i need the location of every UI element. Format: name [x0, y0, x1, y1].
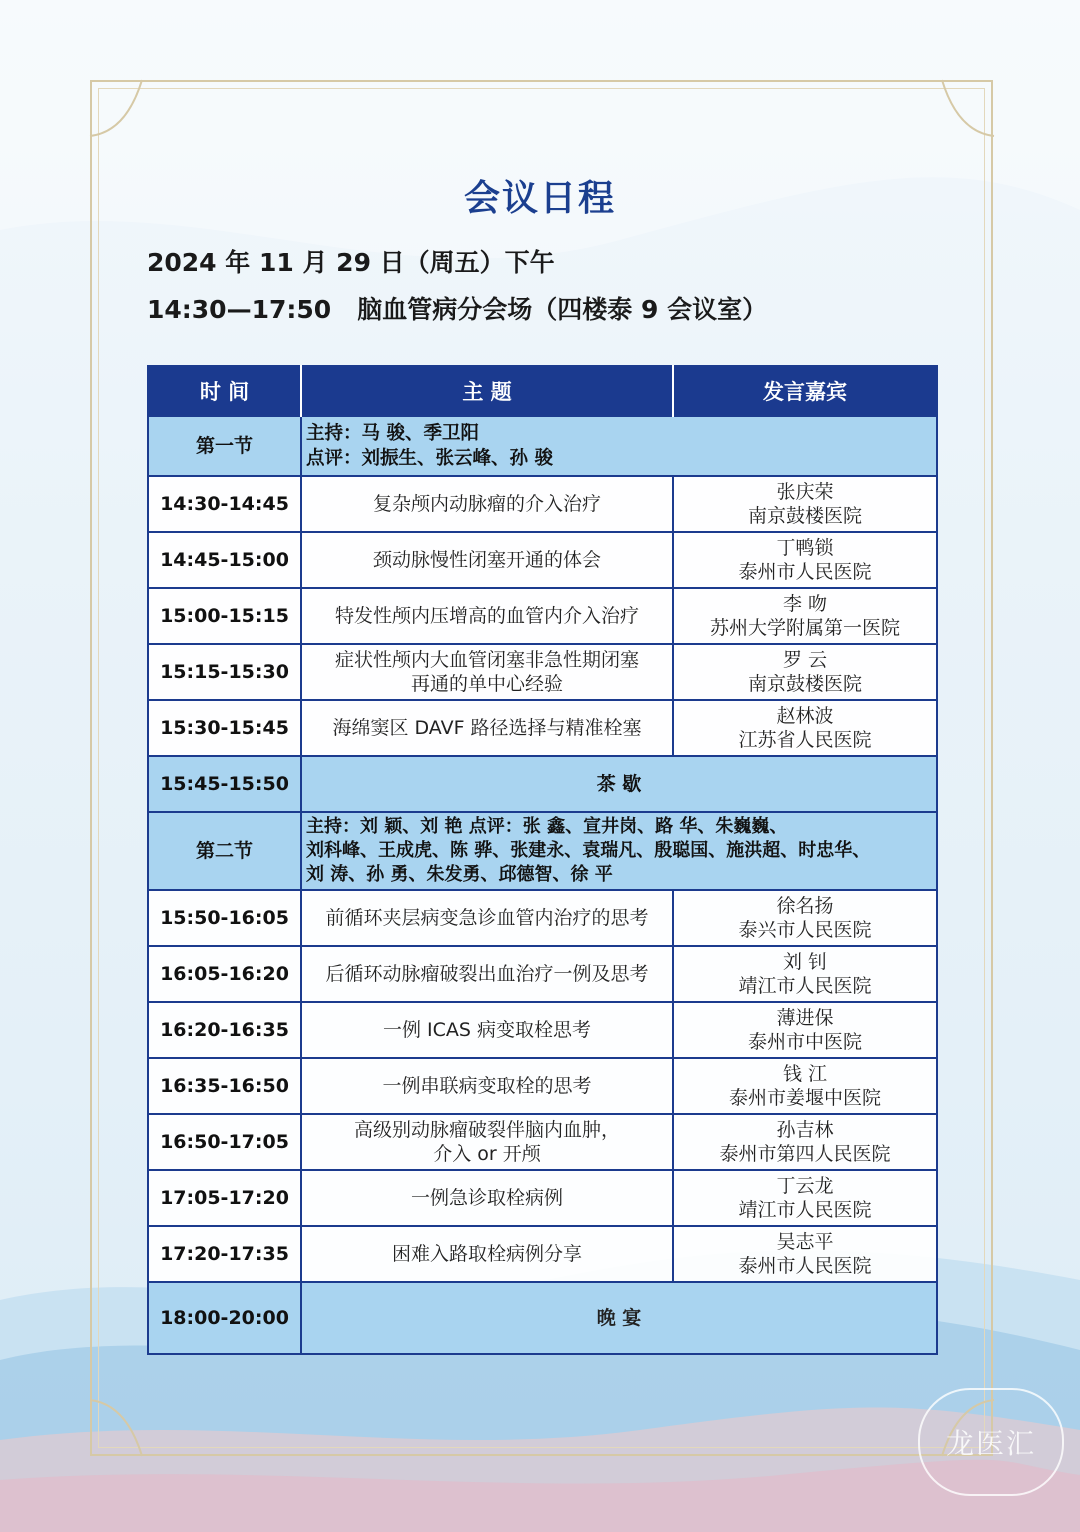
dinner-row — [148, 1282, 937, 1354]
speaker-hospital: 南京鼓楼医院 — [747, 673, 862, 695]
speaker-hospital: 靖江市人民医院 — [738, 1199, 872, 1221]
session-speaker — [673, 700, 937, 756]
speaker-name: 李 吻 — [782, 593, 828, 615]
table-row — [148, 700, 937, 756]
speaker-name: 薄进保 — [776, 1007, 834, 1029]
topic-line: 一例 ICAS 病变取栓思考 — [382, 1019, 591, 1041]
watermark-text: 龙医汇 — [945, 1427, 1036, 1460]
session-speaker — [673, 946, 937, 1002]
corner-ornament-icon — [86, 1390, 156, 1460]
session-time: 16:50-17:05 — [148, 1114, 301, 1170]
date-line: 2024 年 11 月 29 日（周五）下午 — [147, 248, 555, 277]
table-row — [148, 1058, 937, 1114]
topic-line: 颈动脉慢性闭塞开通的体会 — [372, 549, 601, 571]
speaker-hospital: 南京鼓楼医院 — [747, 505, 862, 527]
corner-ornament-icon — [86, 76, 156, 146]
session-topic — [301, 588, 673, 644]
break-time: 15:45-15:50 — [148, 756, 301, 812]
column-header-speaker: 发言嘉宾 — [673, 366, 937, 416]
session-speaker — [673, 1170, 937, 1226]
topic-line: 困难入路取栓病例分享 — [391, 1243, 582, 1265]
session-speaker — [673, 476, 937, 532]
topic-line: 症状性颅内大血管闭塞非急性期闭塞 — [334, 649, 639, 671]
section-hosts — [301, 416, 937, 476]
corner-ornament-icon — [928, 76, 998, 146]
section-hosts — [301, 812, 937, 890]
section-row-1 — [148, 416, 937, 476]
table-row — [148, 476, 937, 532]
session-topic — [301, 1002, 673, 1058]
session-time: 16:35-16:50 — [148, 1058, 301, 1114]
speaker-hospital: 泰州市人民医院 — [738, 1255, 872, 1277]
topic-line: 复杂颅内动脉瘤的介入治疗 — [372, 493, 601, 515]
speaker-name: 刘 钊 — [782, 951, 828, 973]
session-time: 14:30-14:45 — [148, 476, 301, 532]
session-topic — [301, 1114, 673, 1170]
session-topic — [301, 1058, 673, 1114]
section-host-line: 刘科峰、王成虎、陈 骅、张建永、袁瑞凡、殷聪国、施洪超、时忠华、 — [306, 840, 871, 861]
session-time: 15:30-15:45 — [148, 700, 301, 756]
topic-line: 前循环夹层病变急诊血管内治疗的思考 — [325, 907, 649, 929]
topic-line: 再通的单中心经验 — [410, 673, 563, 695]
table-row — [148, 946, 937, 1002]
speaker-name: 丁鸭锁 — [776, 537, 834, 559]
session-speaker — [673, 1114, 937, 1170]
speaker-name: 张庆荣 — [776, 481, 834, 503]
session-speaker — [673, 1226, 937, 1282]
session-topic — [301, 946, 673, 1002]
session-topic — [301, 700, 673, 756]
session-speaker — [673, 890, 937, 946]
speaker-name: 徐名扬 — [776, 895, 834, 917]
speaker-hospital: 泰州市中医院 — [747, 1031, 862, 1053]
session-time: 16:05-16:20 — [148, 946, 301, 1002]
session-topic — [301, 476, 673, 532]
table-header-row — [148, 366, 937, 416]
session-time: 15:15-15:30 — [148, 644, 301, 700]
column-header-topic: 主 题 — [301, 366, 673, 416]
break-label: 茶 歇 — [301, 756, 937, 812]
table-row — [148, 532, 937, 588]
topic-line: 一例串联病变取栓的思考 — [382, 1075, 592, 1097]
speaker-hospital: 泰兴市人民医院 — [738, 919, 872, 941]
topic-line: 海绵窦区 DAVF 路径选择与精准栓塞 — [332, 717, 642, 739]
session-speaker — [673, 588, 937, 644]
topic-line: 后循环动脉瘤破裂出血治疗一例及思考 — [325, 963, 649, 985]
session-time: 17:05-17:20 — [148, 1170, 301, 1226]
session-speaker — [673, 1058, 937, 1114]
session-time: 16:20-16:35 — [148, 1002, 301, 1058]
table-row — [148, 644, 937, 700]
speaker-name: 丁云龙 — [776, 1175, 834, 1197]
speaker-name: 吴志平 — [776, 1231, 834, 1253]
watermark-logo — [918, 1388, 1064, 1496]
speaker-hospital: 泰州市姜堰中医院 — [728, 1087, 881, 1109]
table-row — [148, 588, 937, 644]
break-row — [148, 756, 937, 812]
column-header-time: 时 间 — [148, 366, 301, 416]
session-speaker — [673, 532, 937, 588]
session-time: 15:00-15:15 — [148, 588, 301, 644]
page-title: 会议日程 — [463, 178, 616, 219]
speaker-name: 赵林波 — [776, 705, 834, 727]
session-topic — [301, 644, 673, 700]
topic-line: 高级别动脉瘤破裂伴脑内血肿， — [353, 1119, 620, 1141]
session-topic — [301, 1226, 673, 1282]
table-row — [148, 890, 937, 946]
section-label: 第二节 — [148, 812, 301, 890]
speaker-hospital: 泰州市第四人民医院 — [719, 1143, 891, 1165]
section-host-line: 刘 涛、孙 勇、朱发勇、邱德智、徐 平 — [306, 864, 613, 885]
session-speaker — [673, 644, 937, 700]
session-speaker — [673, 1002, 937, 1058]
session-time: 15:50-16:05 — [148, 890, 301, 946]
speaker-hospital: 靖江市人民医院 — [738, 975, 872, 997]
section-host-line: 主持：马 骏、季卫阳 — [306, 423, 479, 444]
table-row — [148, 1114, 937, 1170]
session-topic — [301, 890, 673, 946]
speaker-name: 孙吉林 — [776, 1119, 834, 1141]
speaker-hospital: 泰州市人民医院 — [738, 561, 872, 583]
dinner-time: 18:00-20:00 — [148, 1282, 301, 1354]
session-time: 17:20-17:35 — [148, 1226, 301, 1282]
section-label: 第一节 — [148, 416, 301, 476]
schedule-table — [147, 365, 938, 1355]
venue-line: 14:30—17:50 脑血管病分会场（四楼泰 9 会议室） — [147, 295, 768, 324]
table-row — [148, 1002, 937, 1058]
table-row — [148, 1170, 937, 1226]
session-time: 14:45-15:00 — [148, 532, 301, 588]
session-topic — [301, 532, 673, 588]
table-row — [148, 1226, 937, 1282]
session-topic — [301, 1170, 673, 1226]
dinner-label: 晚 宴 — [301, 1282, 937, 1354]
speaker-hospital: 苏州大学附属第一医院 — [709, 617, 900, 639]
section-row-2 — [148, 812, 937, 890]
speaker-name: 罗 云 — [782, 649, 828, 671]
section-host-line: 主持：刘 颖、刘 艳 点评：张 鑫、宣井岗、路 华、朱巍巍、 — [306, 816, 788, 837]
topic-line: 特发性颅内压增高的血管内介入治疗 — [334, 605, 639, 627]
speaker-name: 钱 江 — [782, 1063, 828, 1085]
topic-line: 介入 or 开颅 — [433, 1143, 541, 1165]
speaker-hospital: 江苏省人民医院 — [738, 729, 872, 751]
topic-line: 一例急诊取栓病例 — [410, 1187, 563, 1209]
section-review-line: 点评：刘振生、张云峰、孙 骏 — [306, 448, 553, 469]
